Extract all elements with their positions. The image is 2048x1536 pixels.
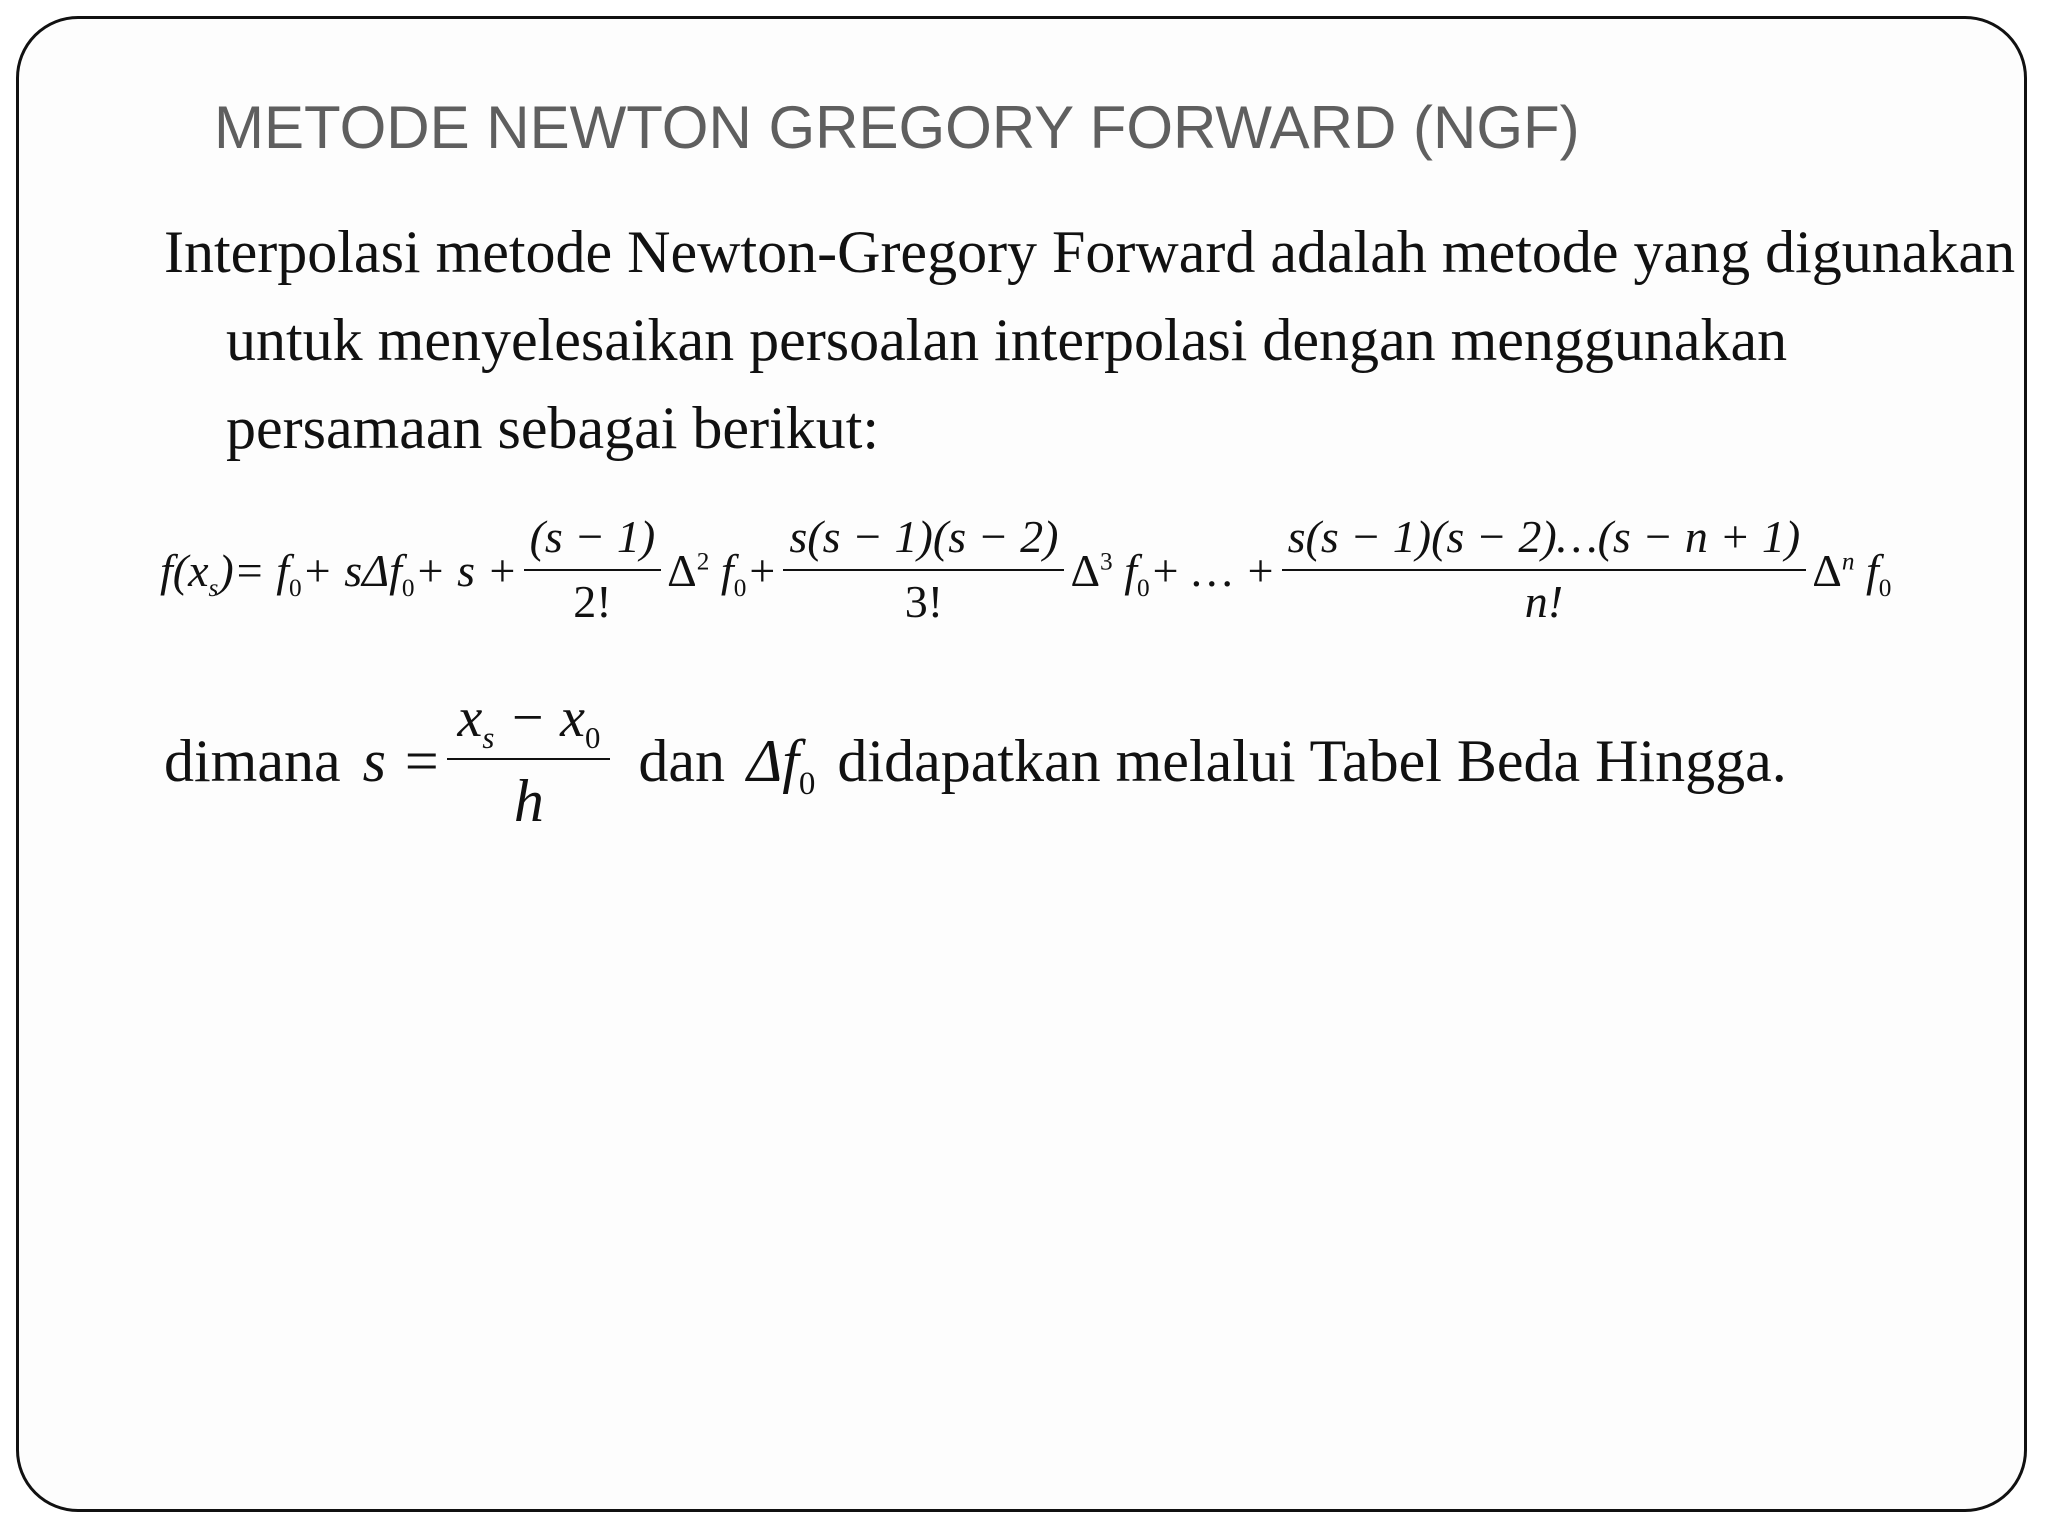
formula-f0: = $f_0$ (233, 544, 302, 602)
body-paragraph: Interpolasi metode Newton-Gregory Forward adalah metode yang digunakan untuk menyelesaikan persoalan interpolasi dengan menggunakan persamaan sebagai berikut: (164, 219, 2016, 461)
fraction-n-numerator: s(s − 1)(s − 2)…(s − n + 1) (1282, 512, 1807, 571)
definition-tail: didapatkan melalui Tabel Beda Hingga. (837, 727, 1787, 794)
definition-denominator: h (513, 767, 544, 834)
formula-plus: + (746, 544, 778, 596)
fraction-2-numerator: s(s − 1)(s − 2) (783, 512, 1064, 571)
fraction-2-denominator: 3! (904, 576, 944, 627)
definition-lead: dimana (164, 727, 341, 794)
definition-delta-f0: $\Delta f_0$ (747, 727, 816, 802)
fraction-n-denominator: n! (1524, 576, 1564, 627)
formula-delta3-f0: $\Delta^3$ $f_0$ (1070, 544, 1150, 602)
formula-delta2-f0: $\Delta^2$ $f_0$ (667, 544, 747, 602)
formula-s-delta-f0: + sΔf$_0$ (301, 544, 415, 602)
definition-fraction (447, 688, 610, 834)
definition-numerator: $x_s - x_0$ (447, 688, 610, 760)
formula-dots: + … + (1149, 544, 1276, 596)
formula-plus-s: + s + (414, 544, 518, 596)
slide-title: METODE NEWTON GREGORY FORWARD (NGF) (214, 94, 1580, 161)
definition-dan: dan (638, 727, 726, 794)
definition-line (164, 676, 1787, 846)
ngf-formula (160, 500, 1891, 640)
formula-deltan-f0: $\Delta^n$ $f_0$ (1812, 544, 1892, 602)
fraction-1-numerator: (s − 1) (524, 512, 662, 571)
definition-s-equals: s = (362, 727, 442, 794)
fraction-1-denominator: 2! (573, 576, 612, 627)
formula-fraction-2 (783, 512, 1064, 627)
formula-fraction-1 (524, 512, 662, 627)
formula-fraction-n (1282, 512, 1807, 627)
formula-lhs: $f(x_s)$ (160, 544, 234, 602)
